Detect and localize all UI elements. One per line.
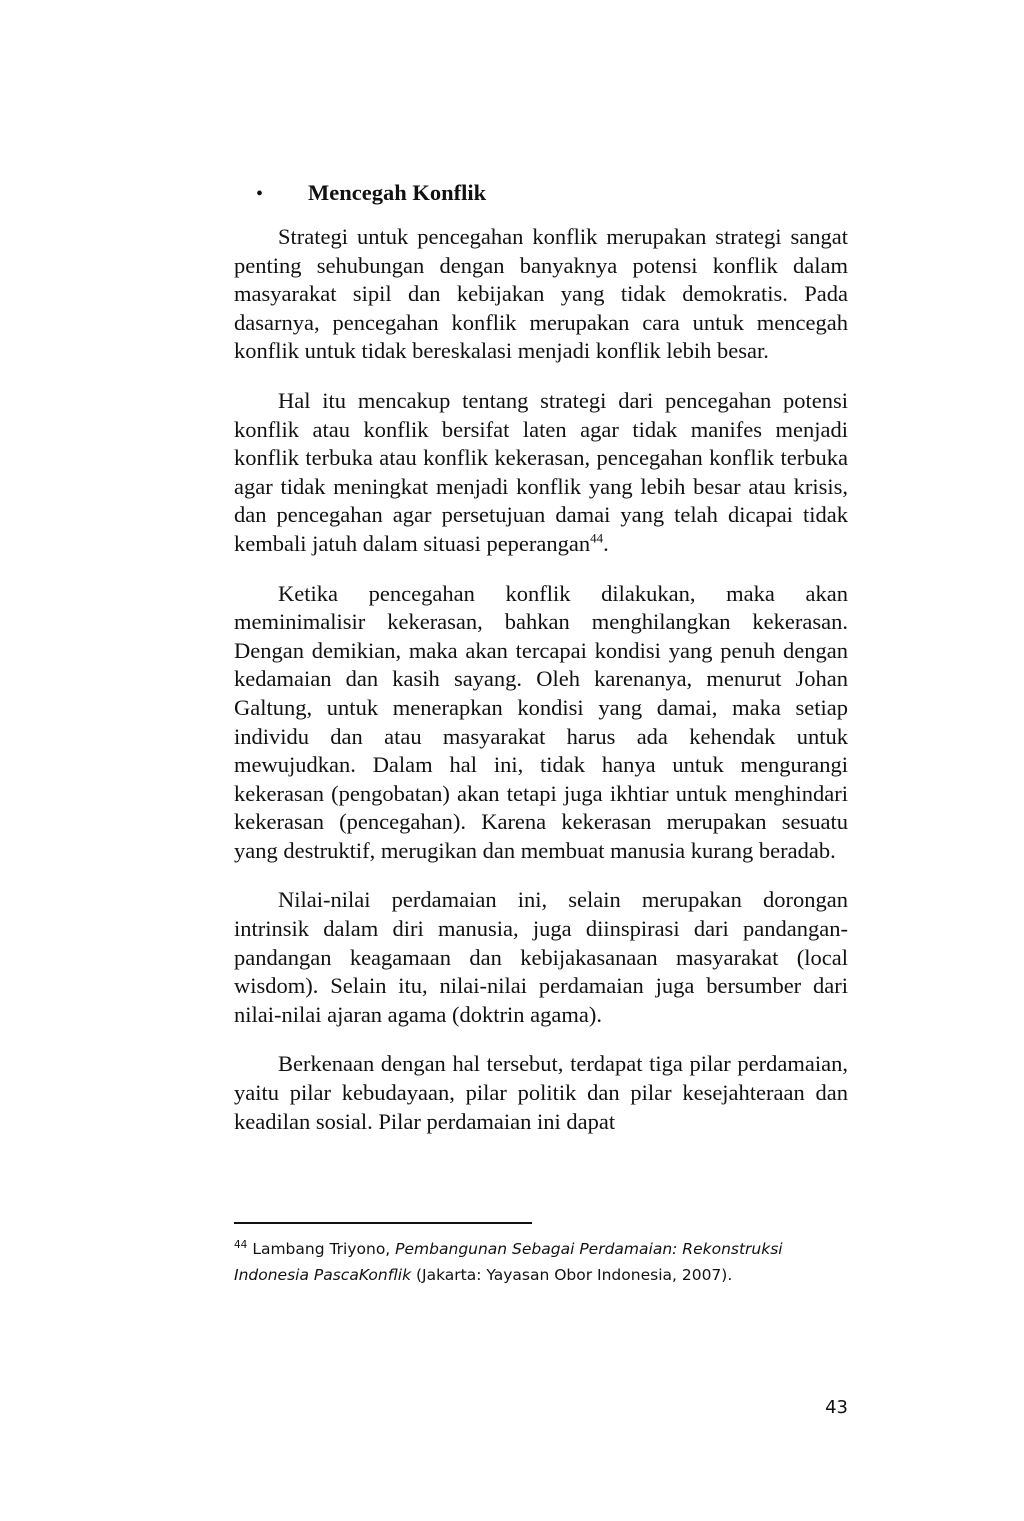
paragraph-2-text: Hal itu mencakup tentang strategi dari pencegahan potensi konflik atau konflik bersifat laten agar tidak manifes menjadi konflik terbuka atau konflik kekerasan, pencegahan konflik terbuka agar tidak meningkat menjadi konflik yang lebih besar atau krisis, dan pencegahan agar persetujuan damai yang telah dicapai tidak kembali jatuh dalam situasi peperangan [234, 387, 848, 556]
paragraph-2 [234, 387, 848, 559]
section-title: Mencegah Konflik [308, 180, 487, 205]
section-heading [256, 178, 486, 209]
page-number: 43 [825, 1397, 848, 1418]
body-text [234, 223, 848, 1157]
paragraph-2-period: . [603, 530, 609, 556]
footnote [234, 1236, 848, 1288]
footnote-publisher: (Jakarta: Yayasan Obor Indonesia, 2007). [411, 1266, 733, 1284]
paragraph-4: Nilai-nilai perdamaian ini, selain merupakan dorongan intrinsik dalam diri manusia, juga diinspirasi dari pandangan-pandangan keagamaan dan kebijakasanaan masyarakat (local wisdom). Selain itu, nilai-nilai perdamaian juga bersumber dari nilai-nilai ajaran agama (doktrin agama). [234, 887, 848, 1027]
footnote-reference[interactable]: 44 [590, 530, 604, 546]
paragraph-5: Berkenaan dengan hal tersebut, terdapat tiga pilar perdamaian, yaitu pilar kebudayaan, pilar politik dan pilar kesejahteraan dan keadilan sosial. Pilar perdamaian ini dapat [234, 1051, 848, 1134]
footnote-divider [234, 1222, 532, 1224]
paragraph-1: Strategi untuk pencegahan konflik merupakan strategi sangat penting sehubungan dengan banyaknya potensi konflik dalam masyarakat sipil dan kebijakan yang tidak demokratis. Pada dasarnya, pencegahan konflik merupakan cara untuk mencegah konflik untuk tidak bereskalasi menjadi konflik lebih besar. [234, 224, 848, 364]
footnote-number: 44 [234, 1238, 248, 1251]
bullet-icon: • [256, 183, 264, 205]
footnote-author: Lambang Triyono, [252, 1240, 396, 1258]
paragraph-3: Ketika pencegahan konflik dilakukan, maka akan meminimalisir kekerasan, bahkan menghilangkan kekerasan. Dengan demikian, maka akan tercapai kondisi yang penuh dengan kedamaian dan kasih sayang. Oleh karenanya, menurut Johan Galtung, untuk menerapkan kondisi yang damai, maka setiap individu dan atau masyarakat harus ada kehendak untuk mewujudkan. Dalam hal ini, tidak hanya untuk mengurangi kekerasan (pengobatan) akan tetapi juga ikhtiar untuk menghindari kekerasan (pencegahan). Karena kekerasan merupakan sesuatu yang destruktif, merugikan dan membuat manusia kurang beradab. [234, 580, 848, 863]
footnote-title: Pembangunan Sebagai Perdamaian: Rekonstruksi Indonesia PascaKonflik [234, 1240, 783, 1284]
